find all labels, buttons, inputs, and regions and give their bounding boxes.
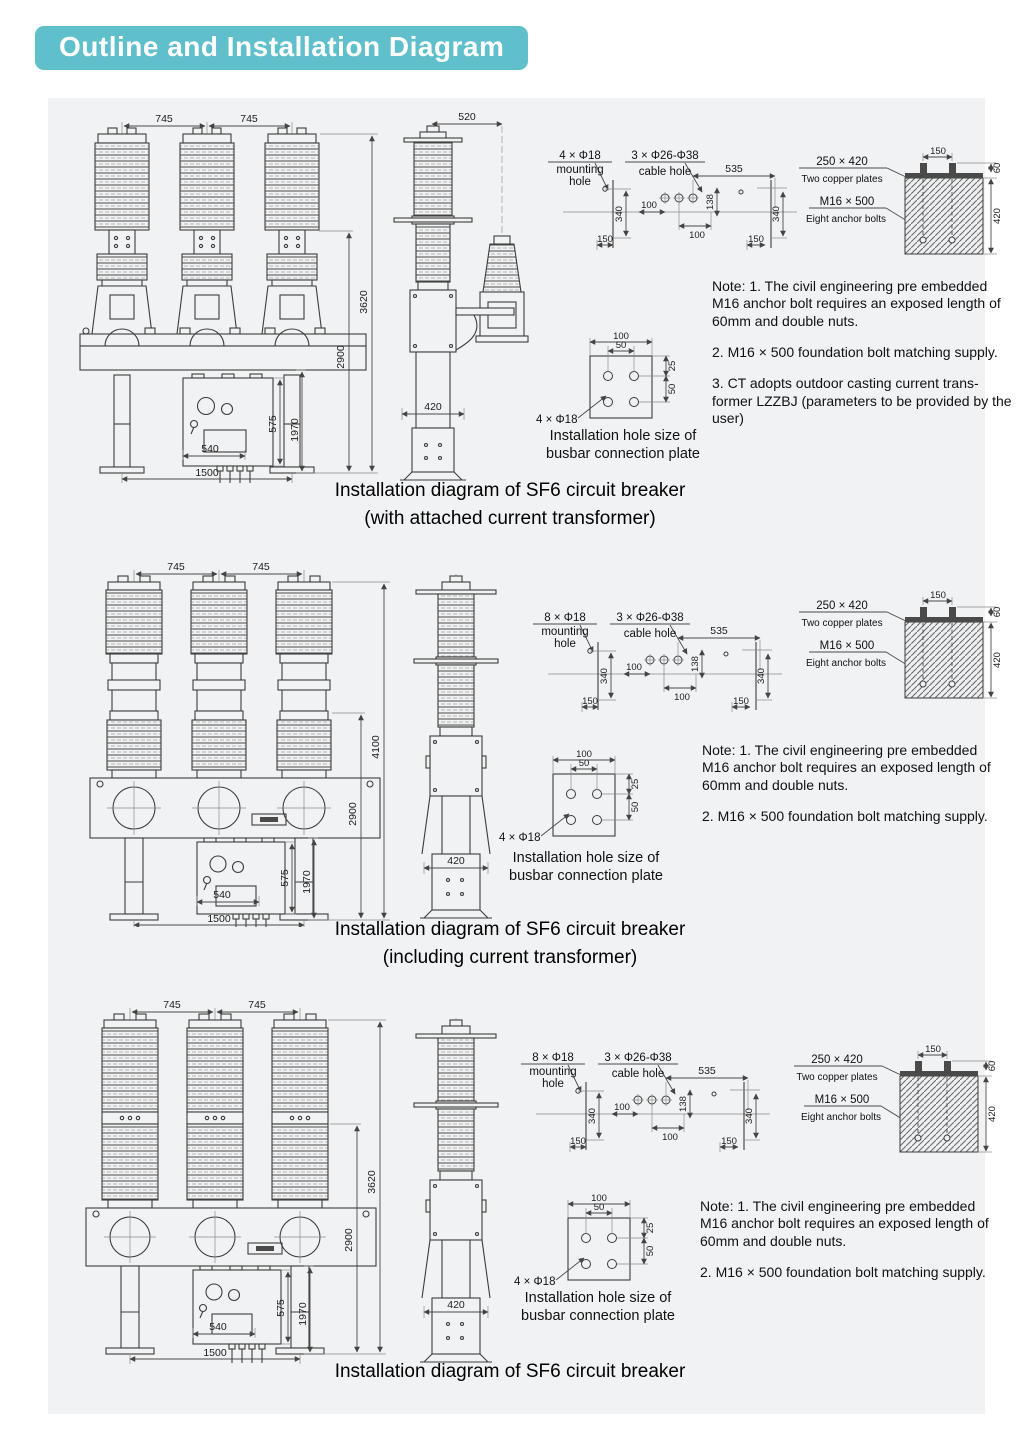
dim-340-right: 340	[756, 668, 767, 684]
front-view-breaker-3	[58, 1000, 403, 1364]
caption-line-1: Installation diagram of SF6 circuit breaker	[334, 480, 686, 501]
cable-hole-qty: 3 × Φ26-Φ38	[616, 612, 684, 624]
dim-60: 60	[992, 606, 1003, 618]
foundation-block	[905, 163, 983, 254]
dim-420-label: 420	[447, 855, 465, 867]
dim-60: 60	[992, 162, 1003, 174]
dim-1500: 1500	[207, 913, 231, 925]
pole-3	[272, 1014, 328, 1208]
dim-1970: 1970	[289, 418, 301, 442]
cable-hole-qty: 3 × Φ26-Φ38	[604, 1052, 672, 1064]
dim-150-bolt: 150	[925, 1044, 941, 1055]
mounting-hole-label-2: hole	[554, 638, 576, 650]
dim-150-left: 150	[570, 1136, 586, 1147]
dim-575: 575	[267, 415, 279, 433]
dim-150-bolt: 150	[930, 146, 946, 157]
pole-1	[106, 576, 162, 778]
dim-540: 540	[201, 443, 219, 455]
dim-100-plate: 100	[591, 1193, 607, 1204]
notes-2	[702, 742, 1007, 839]
mounting-hole-label-2: hole	[542, 1078, 564, 1090]
dim-25-plate: 25	[645, 1222, 656, 1234]
side-bushing	[394, 126, 472, 352]
dim-50-plate: 50	[578, 758, 590, 769]
plate-hole-qty: 4 × Φ18	[536, 414, 578, 426]
dim-520	[432, 112, 502, 124]
anchor-bolts-dim: M16 × 500	[814, 1094, 870, 1106]
dim-50-plate: 50	[593, 1202, 605, 1213]
dim-25-plate: 25	[630, 778, 641, 790]
anchor-bolts-label: Eight anchor bolts	[805, 658, 887, 669]
dim-150-left: 150	[597, 234, 613, 245]
page-title: Outline and Installation Diagram	[59, 31, 505, 62]
dim-520-label: 520	[458, 112, 476, 123]
side-bushing	[414, 576, 498, 796]
frame-beam	[80, 328, 366, 370]
busbar-plate-detail-3	[510, 1192, 680, 1294]
pole-3	[262, 128, 322, 334]
dim-150-right: 150	[721, 1136, 737, 1147]
dim-150-bolt: 150	[930, 590, 946, 601]
section-caption-1	[60, 477, 960, 532]
dim-100b: 100	[662, 1132, 678, 1143]
dim-138: 138	[678, 1096, 689, 1112]
cable-hole-label: cable hole	[623, 628, 677, 640]
dim-2900: 2900	[343, 1228, 355, 1252]
foundation-plan-1	[535, 146, 800, 264]
notes-1	[712, 278, 1012, 442]
cable-hole-label: cable hole	[638, 166, 692, 178]
dim-340-left: 340	[614, 206, 625, 222]
cable-hole-qty: 3 × Φ26-Φ38	[631, 150, 699, 162]
anchor-bolts-label: Eight anchor bolts	[800, 1112, 882, 1123]
note-1: Note: 1. The civil engineering pre embedded M16 anchor bolt requires an exposed length of 60mm and double nuts.	[702, 742, 991, 793]
dim-575: 575	[275, 1299, 287, 1317]
anchor-bolts-dim: M16 × 500	[819, 640, 875, 652]
foundation-block	[905, 607, 983, 698]
dim-1970: 1970	[297, 1302, 309, 1326]
dim-50-plate: 50	[615, 340, 627, 351]
busbar-caption-2: Installation hole size of busbar connection plate	[509, 850, 663, 884]
plan-right-group	[712, 1082, 760, 1152]
copper-plates-label: Two copper plates	[801, 174, 883, 185]
mounting-hole-qty: 8 × Φ18	[544, 612, 586, 624]
anchor-bolt-detail-3	[780, 1044, 1005, 1162]
pole-1	[102, 1014, 158, 1208]
busbar-plate-detail-2	[495, 748, 665, 850]
note-3: 3. CT adopts outdoor casting current trans-former LZZBJ (parameters to be provided by the user)	[712, 375, 1012, 427]
dim-540: 540	[209, 1321, 227, 1333]
dim-100a: 100	[626, 662, 642, 673]
attached-ct	[456, 236, 528, 350]
caption-line-2: (including current transformer)	[382, 946, 638, 968]
cable-hole-label: cable hole	[611, 1068, 665, 1080]
dim-745-left: 745	[167, 562, 185, 573]
dim-150-right: 150	[733, 696, 749, 707]
dim-100a: 100	[614, 1102, 630, 1113]
caption-line-2: (with attached current transformer)	[364, 507, 656, 529]
note-2: 2. M16 × 500 foundation bolt matching supply.	[712, 344, 998, 361]
dim-1500: 1500	[203, 1347, 227, 1359]
dim-745-right: 745	[248, 1000, 266, 1011]
copper-plates-dim: 250 × 420	[816, 600, 868, 612]
plan-right-group	[724, 642, 772, 712]
mounting-hole-qty: 8 × Φ18	[532, 1052, 574, 1064]
frame-tank	[86, 1208, 376, 1266]
dim-575: 575	[279, 869, 291, 887]
dim-420-label: 420	[424, 401, 442, 413]
front-view-breaker-incl-ct	[62, 562, 407, 927]
busbar-caption-1: Installation hole size of busbar connection plate	[546, 428, 700, 462]
note-1: Note: 1. The civil engineering pre embedded M16 anchor bolt requires an exposed length of 60mm and double nuts.	[700, 1198, 989, 1249]
side-column	[400, 352, 466, 480]
dim-420-label: 420	[447, 1299, 465, 1311]
dim-150-right: 150	[748, 234, 764, 245]
anchor-bolts-label: Eight anchor bolts	[805, 214, 887, 225]
dim-745-left: 745	[155, 113, 173, 125]
dim-2900: 2900	[335, 345, 347, 369]
caption-line-1: Installation diagram of SF6 circuit breaker	[334, 919, 686, 940]
mounting-hole-label-2: hole	[569, 176, 591, 188]
notes-3	[700, 1198, 1005, 1295]
plate-hole-qty: 4 × Φ18	[514, 1276, 556, 1288]
dim-4100: 4100	[370, 735, 382, 759]
note-2: 2. M16 × 500 foundation bolt matching supply.	[700, 1264, 986, 1281]
foundation-block	[900, 1061, 978, 1152]
dim-100b: 100	[689, 230, 705, 241]
copper-plates-dim: 250 × 420	[816, 156, 868, 168]
mounting-hole-qty: 4 × Φ18	[559, 150, 601, 162]
foundation-plan-2	[520, 608, 785, 726]
dim-535: 535	[698, 1065, 716, 1077]
dim-2900: 2900	[347, 802, 359, 826]
copper-plates-dim: 250 × 420	[811, 1054, 863, 1066]
dim-340-left: 340	[587, 1108, 598, 1124]
mounting-hole-label-1: mounting	[556, 164, 604, 176]
anchor-bolt-detail-1	[785, 146, 1010, 264]
dim-138: 138	[690, 656, 701, 672]
copper-plates-label: Two copper plates	[801, 618, 883, 629]
dim-1500: 1500	[195, 467, 219, 479]
note-2: 2. M16 × 500 foundation bolt matching supply.	[702, 808, 988, 825]
caption-line-1: Installation diagram of SF6 circuit breaker	[334, 1361, 686, 1382]
frame-tank	[90, 778, 380, 838]
note-1: Note: 1. The civil engineering pre embedded M16 anchor bolt requires an exposed length of 60mm and double nuts.	[712, 278, 1001, 329]
pole-2	[177, 128, 237, 334]
anchor-bolt-detail-2	[785, 590, 1010, 708]
anchor-bolts-dim: M16 × 500	[819, 196, 875, 208]
dim-1970: 1970	[301, 870, 313, 894]
section-caption-2	[60, 916, 960, 971]
side-view-breaker-with-ct	[388, 112, 538, 484]
mounting-hole-label-1: mounting	[529, 1066, 577, 1078]
dim-420-block: 420	[992, 208, 1003, 224]
plan-right-group	[739, 180, 787, 250]
dim-3620: 3620	[366, 1170, 378, 1194]
dim-100a: 100	[641, 200, 657, 211]
dim-745-right: 745	[240, 113, 258, 125]
section-caption-3	[60, 1358, 960, 1386]
plan-left-group	[570, 1082, 604, 1152]
pole-2	[187, 1014, 243, 1208]
dim-340-right: 340	[744, 1108, 755, 1124]
dim-745-right: 745	[252, 562, 270, 573]
dim-138: 138	[705, 194, 716, 210]
dim-150-left: 150	[582, 696, 598, 707]
dim-540: 540	[213, 889, 231, 901]
pole-2	[191, 576, 247, 778]
pole-1	[92, 128, 152, 334]
plate-hole-qty: 4 × Φ18	[499, 832, 541, 844]
dim-100-plate: 100	[613, 331, 629, 342]
plan-left-group	[597, 180, 631, 250]
dim-340-left: 340	[599, 668, 610, 684]
dim-60: 60	[987, 1060, 998, 1072]
busbar-plate-detail-1	[532, 330, 702, 432]
dim-50b-plate: 50	[645, 1245, 656, 1257]
front-view-breaker-with-ct	[50, 112, 395, 484]
dim-535: 535	[710, 625, 728, 637]
pole-3	[276, 576, 332, 778]
dim-3620: 3620	[358, 290, 370, 314]
dim-420-block: 420	[992, 652, 1003, 668]
dim-745-left: 745	[163, 1000, 181, 1011]
page-title-banner	[35, 26, 528, 70]
dim-535: 535	[725, 163, 743, 175]
copper-plates-label: Two copper plates	[796, 1072, 878, 1083]
busbar-caption-3: Installation hole size of busbar connection plate	[521, 1290, 675, 1324]
dim-25-plate: 25	[667, 360, 678, 372]
side-bushing	[414, 1020, 498, 1240]
dim-340-right: 340	[771, 206, 782, 222]
dim-100b: 100	[674, 692, 690, 703]
dim-50b-plate: 50	[667, 383, 678, 395]
dim-50b-plate: 50	[630, 801, 641, 813]
dim-420-block: 420	[987, 1106, 998, 1122]
foundation-plan-3	[508, 1048, 773, 1166]
mounting-hole-label-1: mounting	[541, 626, 589, 638]
dim-100-plate: 100	[576, 749, 592, 760]
plan-left-group	[582, 642, 616, 712]
